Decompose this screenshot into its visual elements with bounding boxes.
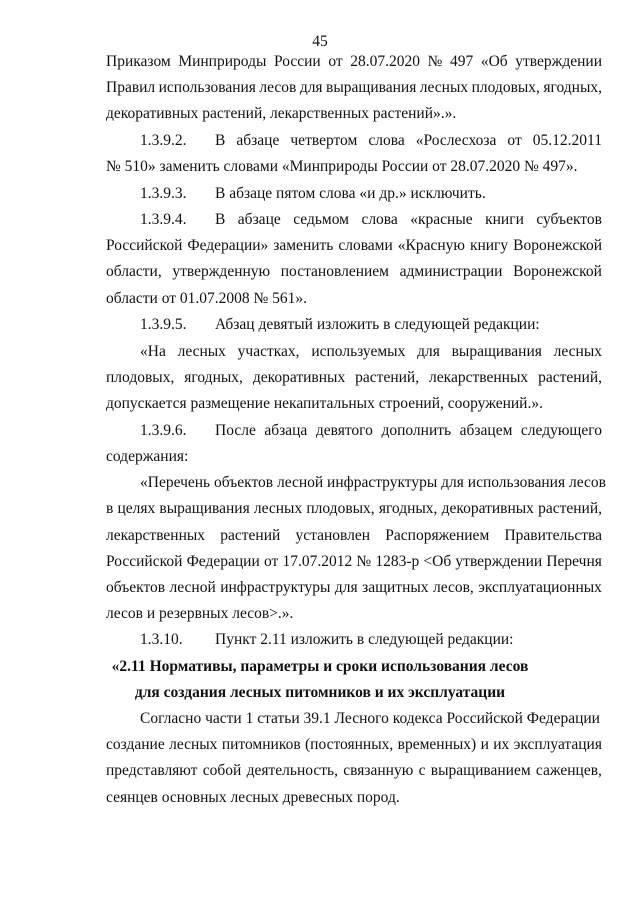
clause-1-3-9-3 xyxy=(0,182,640,206)
word: абзацем xyxy=(459,422,513,439)
word: дополнить xyxy=(381,422,452,439)
text-line: лесов и резервных лесов>.». xyxy=(106,605,294,622)
word: и xyxy=(480,736,489,753)
word: абзаца xyxy=(264,422,308,439)
word: В xyxy=(215,132,226,149)
text-line xyxy=(106,759,602,783)
word: «Рослесхоза xyxy=(415,132,497,149)
word: лекарственных xyxy=(429,369,529,386)
clause-1-3-9-6 xyxy=(0,419,640,443)
word: их xyxy=(493,736,510,753)
word: области, xyxy=(106,263,162,280)
word: слова xyxy=(361,211,398,228)
word: декоративных xyxy=(252,369,346,386)
word: (постоянных, xyxy=(305,736,394,753)
word: «красные xyxy=(410,211,473,228)
word: 1283-р xyxy=(375,553,420,570)
text-line xyxy=(106,366,602,390)
clause-text: Абзац девятый изложить в следующей редакции: xyxy=(215,316,540,333)
text-line: декоративных растений, лекарственных растений».». xyxy=(106,105,457,122)
word: для xyxy=(299,79,323,96)
word: питомников xyxy=(221,736,301,753)
text-line xyxy=(106,260,602,284)
word: № xyxy=(356,553,372,570)
text-line: № 510» заменить словами «Минприроды России от 28.07.2020 № 497». xyxy=(106,158,578,175)
word: словами xyxy=(338,237,393,254)
word: саженцев, xyxy=(535,762,602,779)
text-line: сеянцев основных лесных древесных пород. xyxy=(106,789,400,806)
word: использования xyxy=(158,79,256,96)
word: выращивания xyxy=(326,79,417,96)
section-heading: «2.11 Нормативы, параметры и сроки использования лесов xyxy=(111,658,529,675)
word: плодовых, xyxy=(306,500,375,517)
word: Правительства xyxy=(504,527,602,544)
text-line: Согласно части 1 статьи 39.1 Лесного кодекса Российской Федерации xyxy=(140,710,600,727)
word: абзаце xyxy=(237,211,281,228)
word: эксплуатация xyxy=(513,736,602,753)
word: растений, xyxy=(538,369,602,386)
word: плодовых, xyxy=(106,369,175,386)
word: декоративных xyxy=(441,500,534,517)
word: постановлением xyxy=(280,263,389,280)
word: книги xyxy=(485,211,524,228)
word: эксплуатационных xyxy=(478,579,602,596)
word: 28.07.2020 xyxy=(350,53,420,70)
word: для xyxy=(334,579,358,596)
clause-number: 1.3.10. xyxy=(140,631,183,648)
text-line: содержания: xyxy=(106,448,189,465)
word: 497 xyxy=(449,53,474,70)
word: плодовых, xyxy=(471,79,540,96)
word: от xyxy=(263,553,279,570)
word: для xyxy=(417,343,440,360)
clause-text: Пункт 2.11 изложить в следующей редакции: xyxy=(215,631,514,648)
word: <Об xyxy=(423,553,452,570)
word: выращивания xyxy=(451,343,542,360)
word: выращивания xyxy=(159,500,250,517)
clause-number: 1.3.9.3. xyxy=(140,185,187,202)
word: лесных xyxy=(419,79,469,96)
word: целях xyxy=(117,500,156,517)
word: четвертом xyxy=(290,132,358,149)
word: «На xyxy=(140,343,166,360)
word: Минприроды xyxy=(178,53,267,70)
clause-text: В абзаце пятом слова «и др.» исключить. xyxy=(215,185,486,202)
text-line: допускается размещение некапитальных строений, сооружений.». xyxy=(106,395,543,412)
word: временных) xyxy=(397,736,477,753)
section-heading: для создания лесных питомников и их эксплуатации xyxy=(134,684,506,701)
word: администрации xyxy=(399,263,503,280)
word: лесной xyxy=(169,579,216,596)
word: лесов xyxy=(259,79,297,96)
word: ягодных, xyxy=(543,79,602,96)
text-line xyxy=(106,550,602,574)
word: лесных xyxy=(253,500,303,517)
word: лесных xyxy=(553,343,602,360)
word: «Красную xyxy=(397,237,465,254)
word: слова xyxy=(368,132,405,149)
word: «Об xyxy=(480,53,508,70)
word: собой xyxy=(202,762,242,779)
word: растений, xyxy=(355,369,420,386)
word: защитных xyxy=(362,579,429,596)
word: создание xyxy=(106,736,165,753)
word: Перечня xyxy=(546,553,602,570)
word: в xyxy=(106,500,114,517)
word: утверждении xyxy=(455,553,543,570)
word: деятельность, xyxy=(246,762,338,779)
word: Воронежской xyxy=(513,263,602,280)
clause-1-3-10 xyxy=(0,628,640,652)
word: Федерации xyxy=(186,553,260,570)
word: 05.12.2011 xyxy=(532,132,602,149)
word: России xyxy=(273,53,321,70)
word: Правил xyxy=(106,79,156,96)
word: Российской xyxy=(106,237,183,254)
word: Приказом xyxy=(106,53,171,70)
word: заменить xyxy=(273,237,334,254)
word: выращиванием xyxy=(430,762,531,779)
word: № xyxy=(427,53,443,70)
text-line xyxy=(106,733,602,757)
word: Распоряжением xyxy=(385,527,490,544)
word: утверждении xyxy=(515,53,602,70)
word: абзаце xyxy=(236,132,280,149)
clause-1-3-9-4 xyxy=(0,208,640,232)
word: установлен xyxy=(295,527,371,544)
clause-text xyxy=(215,419,602,443)
word: от xyxy=(507,132,522,149)
text-line xyxy=(140,340,602,364)
word: от xyxy=(328,53,343,70)
clause-text xyxy=(215,129,602,153)
text-line xyxy=(106,497,602,521)
word: ягодных, xyxy=(378,500,438,517)
page-number: 45 xyxy=(312,33,328,50)
word: книгу xyxy=(469,237,509,254)
word: лесов, xyxy=(432,579,474,596)
word: В xyxy=(215,211,226,228)
clause-number: 1.3.9.5. xyxy=(140,316,187,333)
word: седьмом xyxy=(293,211,349,228)
word: ягодных, xyxy=(184,369,243,386)
word: лесных xyxy=(169,736,218,753)
word: растений, xyxy=(538,500,602,517)
text-line xyxy=(106,76,602,100)
word: участках, xyxy=(237,343,300,360)
word: субъектов xyxy=(536,211,602,228)
word: Воронежской xyxy=(513,237,602,254)
word: используемых xyxy=(311,343,406,360)
word: 17.07.2012 xyxy=(282,553,353,570)
word: лекарственных xyxy=(106,527,206,544)
text-line: области от 01.07.2008 № 561». xyxy=(106,290,308,307)
word: следующего xyxy=(520,422,602,439)
word: растений xyxy=(220,527,281,544)
word: Российской xyxy=(106,553,183,570)
text-line xyxy=(106,50,602,74)
word: утвержденную xyxy=(172,263,271,280)
word: представляют xyxy=(106,762,198,779)
clause-number: 1.3.9.6. xyxy=(140,422,187,439)
text-line: «Перечень объектов лесной инфраструктуры для использования лесов xyxy=(140,474,606,491)
word: После xyxy=(215,422,256,439)
clause-text xyxy=(215,208,602,232)
word: объектов xyxy=(106,579,166,596)
text-line xyxy=(106,524,602,548)
text-line xyxy=(106,576,602,600)
word: девятого xyxy=(315,422,373,439)
clause-number: 1.3.9.2. xyxy=(140,132,187,149)
word: инфраструктуры xyxy=(220,579,331,596)
word: с xyxy=(418,762,426,779)
clause-1-3-9-5 xyxy=(0,313,640,337)
word: лесных xyxy=(177,343,226,360)
clause-1-3-9-2 xyxy=(0,129,640,153)
word: связанную xyxy=(343,762,414,779)
text-line xyxy=(106,234,602,258)
word: Федерации» xyxy=(187,237,269,254)
clause-number: 1.3.9.4. xyxy=(140,211,187,228)
